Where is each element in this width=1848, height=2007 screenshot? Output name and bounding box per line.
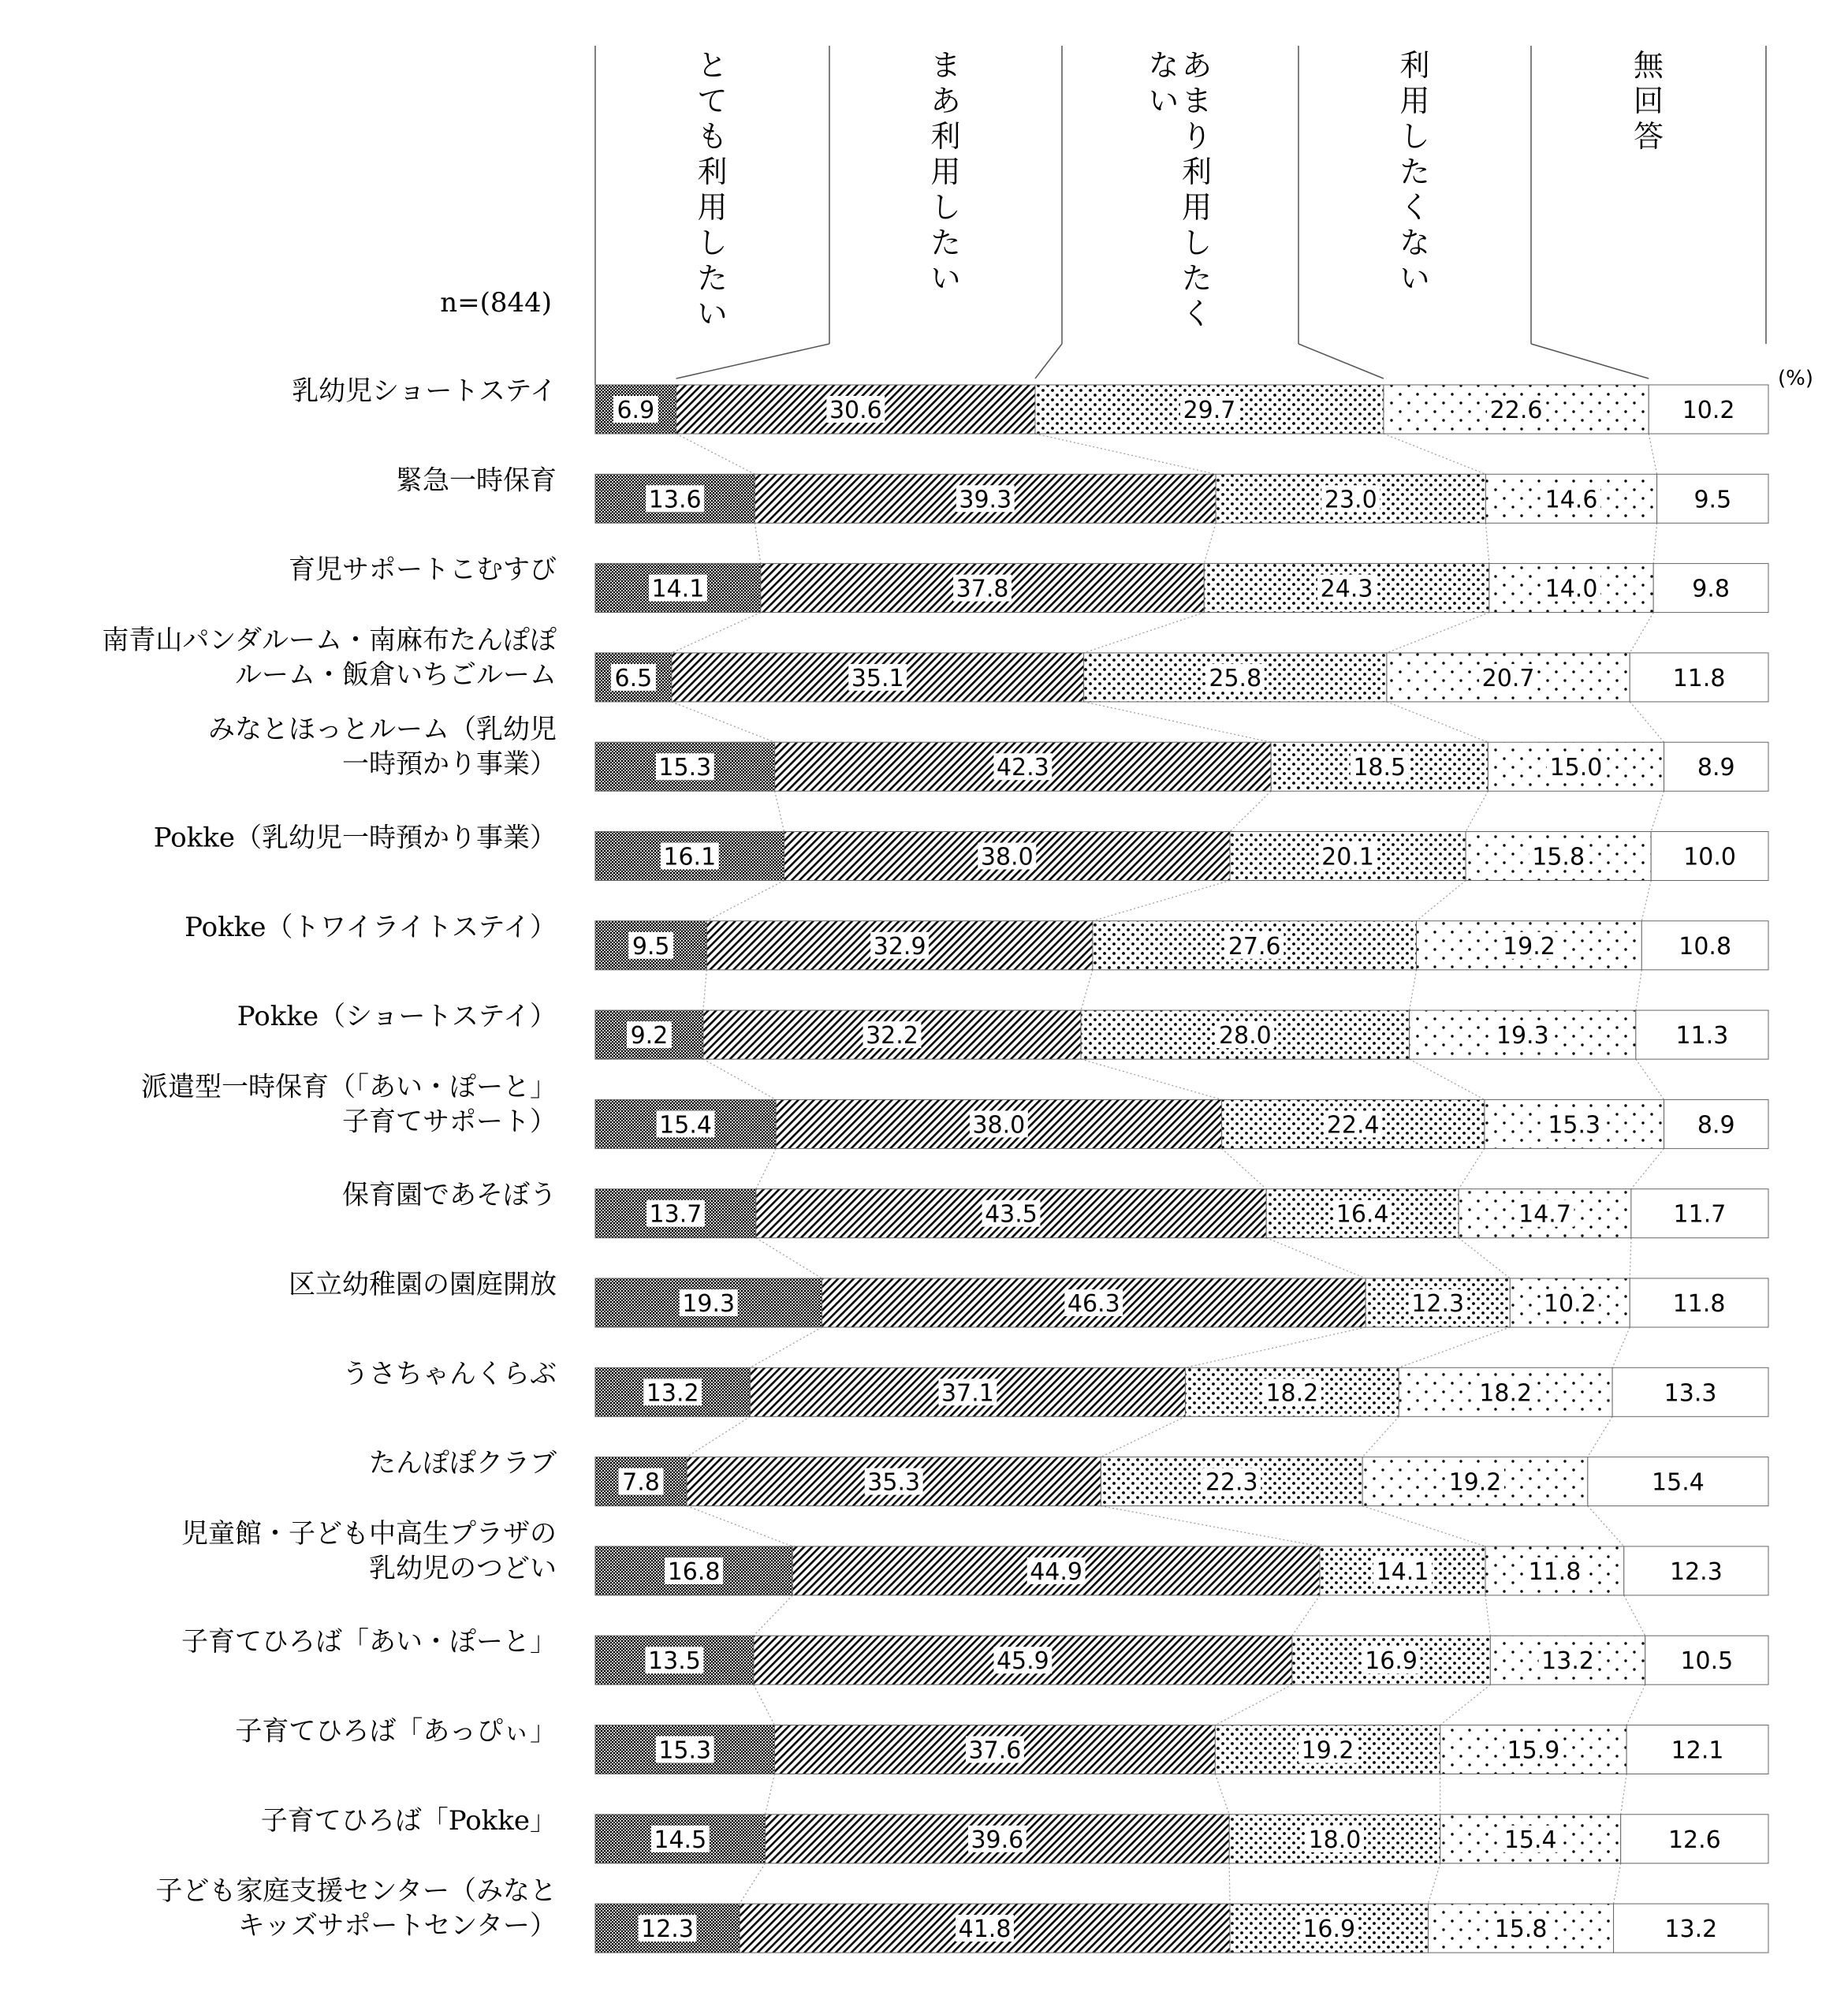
value-label: 11.8	[1528, 1557, 1582, 1586]
header-connector	[1298, 344, 1384, 379]
connector-line	[1588, 1506, 1624, 1546]
unit-label: (%)	[1778, 367, 1813, 390]
value-label: 19.2	[1301, 1737, 1354, 1765]
value-label: 32.9	[873, 932, 926, 961]
category-label: キッズサポートセンター）	[237, 1910, 557, 1942]
value-label: 10.2	[1682, 397, 1735, 424]
value-label: 9.2	[630, 1022, 669, 1050]
value-label: 15.8	[1494, 1916, 1548, 1944]
header-glyph: 利	[1181, 155, 1213, 189]
value-label: 6.9	[617, 397, 655, 424]
header-glyph: ま	[1181, 84, 1213, 118]
connector-line	[1588, 1416, 1612, 1457]
header-glyph: し	[1181, 226, 1213, 260]
header-glyph: 利	[697, 155, 728, 189]
category-label: 乳幼児ショートステイ	[292, 375, 557, 407]
value-label: 12.6	[1667, 1826, 1721, 1854]
value-label: 15.4	[659, 1111, 712, 1140]
connector-line	[1485, 1595, 1490, 1636]
category-label: 育児サポートこむすび	[289, 554, 557, 586]
connector-line	[1292, 1595, 1320, 1636]
value-label: 20.1	[1321, 843, 1374, 871]
category-label: 派遣型一時保育（「あい・ぽーと」	[141, 1071, 557, 1103]
header-glyph: も	[697, 119, 728, 154]
value-label: 11.7	[1673, 1200, 1727, 1229]
value-label: 15.8	[1532, 843, 1585, 871]
connector-line	[676, 434, 755, 474]
value-label: 19.3	[682, 1290, 736, 1318]
header-glyph: た	[697, 261, 728, 296]
value-label: 20.7	[1481, 664, 1535, 692]
connector-line	[1636, 970, 1641, 1010]
connector-line	[1387, 613, 1489, 653]
connector-line	[1614, 1863, 1621, 1904]
connector-line	[754, 523, 760, 563]
value-label: 11.8	[1672, 664, 1726, 692]
value-label: 16.9	[1302, 1916, 1356, 1944]
value-label: 14.6	[1544, 486, 1598, 514]
value-label: 15.4	[1652, 1468, 1705, 1497]
header-glyph: 無	[1633, 48, 1664, 83]
value-label: 18.2	[1265, 1379, 1319, 1408]
header-glyph: た	[1181, 261, 1213, 296]
value-label: 28.0	[1218, 1022, 1272, 1050]
value-label: 15.9	[1507, 1737, 1560, 1765]
header-glyph: 用	[1181, 190, 1213, 225]
connector-line	[1222, 1148, 1267, 1188]
connector-line	[1612, 1327, 1630, 1367]
header-connector	[676, 344, 829, 379]
value-label: 14.7	[1518, 1200, 1571, 1229]
sample-size-label: n=(844)	[440, 287, 552, 319]
connector-line	[1093, 881, 1230, 921]
connector-line	[1229, 1863, 1230, 1904]
header-glyph: り	[1181, 119, 1213, 154]
header-glyph: あ	[930, 84, 961, 118]
value-label: 27.6	[1228, 932, 1281, 961]
connector-line	[1081, 1059, 1222, 1099]
value-label: 8.9	[1697, 1111, 1735, 1140]
connector-line	[1440, 1684, 1491, 1725]
header-glyph: 利	[930, 119, 961, 154]
value-label: 13.2	[646, 1379, 699, 1408]
value-label: 18.5	[1353, 754, 1406, 782]
header-glyph: 用	[697, 190, 728, 225]
value-label: 8.9	[1697, 754, 1735, 782]
header-glyph: 答	[1633, 119, 1664, 154]
category-label: Pokke（トワイライトステイ）	[184, 911, 557, 943]
connector-line	[1621, 1774, 1626, 1815]
value-label: 15.3	[658, 1737, 712, 1765]
connector-line	[766, 1774, 775, 1815]
value-label: 15.3	[1548, 1111, 1601, 1140]
category-label: 乳幼児のつどい	[369, 1552, 557, 1584]
connector-line	[1631, 1148, 1664, 1188]
connector-line	[1185, 1327, 1366, 1367]
connector-line	[1081, 970, 1093, 1010]
value-label: 10.2	[1543, 1290, 1597, 1318]
value-label: 12.3	[1411, 1290, 1465, 1318]
value-label: 13.6	[648, 486, 702, 514]
value-label: 18.0	[1308, 1826, 1362, 1854]
value-label: 46.3	[1067, 1290, 1120, 1318]
connector-line	[1651, 791, 1664, 831]
header-glyph: い	[930, 261, 961, 296]
connector-line	[1084, 613, 1205, 653]
header-glyph: 用	[930, 155, 961, 189]
connector-line	[754, 1684, 775, 1725]
connector-line	[756, 1148, 776, 1188]
value-label: 22.3	[1205, 1468, 1258, 1497]
value-label: 11.8	[1672, 1290, 1726, 1318]
value-label: 10.0	[1683, 843, 1736, 871]
connector-line	[1630, 702, 1664, 742]
value-label: 35.3	[867, 1468, 921, 1497]
value-label: 37.8	[956, 575, 1009, 603]
value-label: 38.0	[972, 1111, 1026, 1140]
value-label: 16.1	[663, 843, 717, 871]
category-label: 南青山パンダルーム・南麻布たんぽぽ	[102, 624, 557, 656]
value-label: 16.4	[1336, 1200, 1389, 1229]
value-label: 37.6	[968, 1737, 1022, 1765]
connector-line	[1230, 791, 1271, 831]
value-label: 29.7	[1183, 397, 1236, 424]
value-label: 19.2	[1503, 932, 1556, 961]
connector-line	[1387, 702, 1488, 742]
connector-line	[1641, 881, 1651, 921]
category-label: うさちゃんくらぶ	[342, 1358, 557, 1390]
header-glyph: あ	[1181, 48, 1213, 83]
value-label: 45.9	[996, 1647, 1049, 1676]
header-glyph: い	[1148, 84, 1179, 118]
connector-line	[1384, 434, 1485, 474]
connector-line	[1084, 702, 1271, 742]
value-label: 32.2	[866, 1022, 918, 1050]
connector-line	[706, 881, 784, 921]
value-label: 39.6	[971, 1826, 1024, 1854]
header-glyph: く	[1399, 190, 1430, 225]
value-label: 35.1	[851, 664, 904, 692]
value-label: 44.9	[1030, 1557, 1083, 1586]
connector-line	[1459, 1148, 1485, 1188]
header-glyph: し	[1399, 119, 1430, 154]
connector-line	[1485, 523, 1488, 563]
connector-line	[1204, 523, 1216, 563]
header-glyph: ま	[930, 48, 961, 83]
value-label: 37.1	[941, 1379, 994, 1408]
value-label: 42.3	[996, 754, 1049, 782]
connector-line	[1362, 1506, 1485, 1546]
value-label: 13.3	[1664, 1379, 1717, 1408]
connector-line	[1417, 881, 1466, 921]
connector-line	[687, 1506, 792, 1546]
value-label: 14.5	[654, 1826, 707, 1854]
value-label: 9.5	[1693, 486, 1732, 514]
header-glyph: 利	[1399, 48, 1430, 83]
connector-line	[1626, 1684, 1645, 1725]
value-label: 12.3	[1669, 1557, 1723, 1586]
value-label: 22.4	[1326, 1111, 1380, 1140]
header-glyph: し	[697, 226, 728, 260]
value-label: 30.6	[829, 397, 882, 424]
value-label: 14.1	[651, 575, 705, 603]
value-label: 43.5	[985, 1200, 1038, 1229]
connector-line	[1466, 791, 1488, 831]
category-label: 子育てひろば「Pokke」	[260, 1804, 557, 1837]
connector-line	[756, 1238, 822, 1278]
connector-line	[1459, 1238, 1510, 1278]
connector-line	[1428, 1863, 1440, 1904]
category-label: たんぽぽクラブ	[369, 1447, 557, 1479]
connector-line	[1101, 1416, 1185, 1457]
connector-line	[740, 1863, 766, 1904]
category-label: 緊急一時保育	[396, 464, 557, 497]
header-glyph: い	[697, 297, 728, 331]
value-label: 13.2	[1541, 1647, 1594, 1676]
value-label: 7.8	[622, 1468, 660, 1497]
category-label: Pokke（ショートステイ）	[237, 1001, 557, 1033]
header-glyph: な	[1148, 48, 1179, 83]
connector-line	[775, 791, 784, 831]
header-glyph: し	[930, 190, 961, 225]
connector-line	[1410, 1059, 1485, 1099]
value-label: 41.8	[958, 1916, 1012, 1944]
header-glyph: く	[1181, 297, 1213, 331]
value-label: 11.3	[1675, 1022, 1729, 1050]
category-label: 児童館・子ども中高生プラザの	[181, 1517, 557, 1550]
value-label: 15.0	[1549, 754, 1603, 782]
connector-line	[672, 613, 761, 653]
connector-line	[1636, 1059, 1664, 1099]
category-label: 子ども家庭支援センター（みなと	[155, 1875, 557, 1908]
value-label: 14.1	[1376, 1557, 1429, 1586]
category-label: 保育園であそぼう	[342, 1179, 557, 1211]
value-label: 13.2	[1664, 1916, 1718, 1944]
header-glyph: た	[1399, 155, 1430, 189]
category-label: ルーム・飯倉いちごルーム	[235, 658, 557, 691]
connector-line	[1649, 434, 1656, 474]
value-label: 13.7	[649, 1200, 702, 1229]
connector-line	[1630, 1238, 1631, 1278]
connector-line	[750, 1327, 822, 1367]
header-connector	[1531, 344, 1649, 379]
category-label: 子育てひろば「あっぴぃ」	[235, 1715, 557, 1748]
connector-line	[1215, 1774, 1229, 1815]
value-label: 22.6	[1489, 397, 1543, 424]
value-label: 9.5	[632, 932, 670, 961]
category-label: 子育てひろば「あい・ぽーと」	[181, 1626, 557, 1658]
value-label: 23.0	[1324, 486, 1377, 514]
category-labels	[102, 375, 557, 1942]
connector-line	[672, 702, 775, 742]
category-label: Pokke（乳幼児一時預かり事業）	[153, 822, 557, 854]
value-label: 9.8	[1692, 575, 1730, 603]
value-label: 19.3	[1496, 1022, 1549, 1050]
connector-line	[687, 1416, 750, 1457]
value-label: 6.5	[614, 664, 653, 692]
category-label: 区立幼稚園の園庭開放	[289, 1269, 557, 1300]
category-label: みなとほっとルーム（乳幼児	[208, 714, 557, 746]
bars	[595, 385, 1768, 1953]
value-label: 12.3	[641, 1916, 694, 1944]
connector-line	[1215, 1684, 1292, 1725]
header-glyph: い	[1399, 261, 1430, 296]
connector-line	[1362, 1416, 1399, 1457]
connector-line	[1399, 1327, 1510, 1367]
value-label: 38.0	[980, 843, 1034, 871]
header-glyph: て	[697, 84, 728, 118]
connector-line	[1035, 434, 1216, 474]
value-label: 25.8	[1209, 664, 1262, 692]
connector-line	[703, 1059, 776, 1099]
value-label: 15.4	[1503, 1826, 1557, 1854]
value-label: 16.8	[667, 1557, 721, 1586]
value-label: 10.8	[1678, 932, 1732, 961]
value-label: 12.1	[1671, 1737, 1724, 1765]
value-label: 16.9	[1365, 1647, 1418, 1676]
value-label: 10.5	[1680, 1647, 1734, 1676]
header-glyph: な	[1399, 226, 1430, 260]
column-headers	[595, 46, 1766, 385]
header-glyph: た	[930, 226, 961, 260]
header-connector	[1035, 344, 1062, 379]
connector-line	[754, 1595, 792, 1636]
header-glyph: 回	[1633, 84, 1664, 118]
category-label: 子育てサポート）	[342, 1106, 557, 1138]
connector-line	[1410, 970, 1417, 1010]
connector-line	[1266, 1238, 1366, 1278]
connector-line	[703, 970, 706, 1010]
connector-line	[1624, 1595, 1645, 1636]
header-glyph: 用	[1399, 84, 1430, 118]
value-label: 14.0	[1544, 575, 1598, 603]
value-label: 18.2	[1479, 1379, 1533, 1408]
value-label: 13.5	[648, 1647, 701, 1676]
value-label: 15.3	[658, 754, 712, 782]
category-label: 一時預かり事業）	[342, 748, 557, 781]
value-label: 24.3	[1320, 575, 1373, 603]
value-label: 39.3	[959, 486, 1012, 514]
connector-line	[1101, 1506, 1320, 1546]
connector-line	[1653, 523, 1656, 563]
value-label: 19.2	[1448, 1468, 1502, 1497]
connector-line	[1630, 613, 1653, 653]
value-labels	[611, 396, 1736, 1943]
header-glyph: と	[697, 48, 728, 83]
